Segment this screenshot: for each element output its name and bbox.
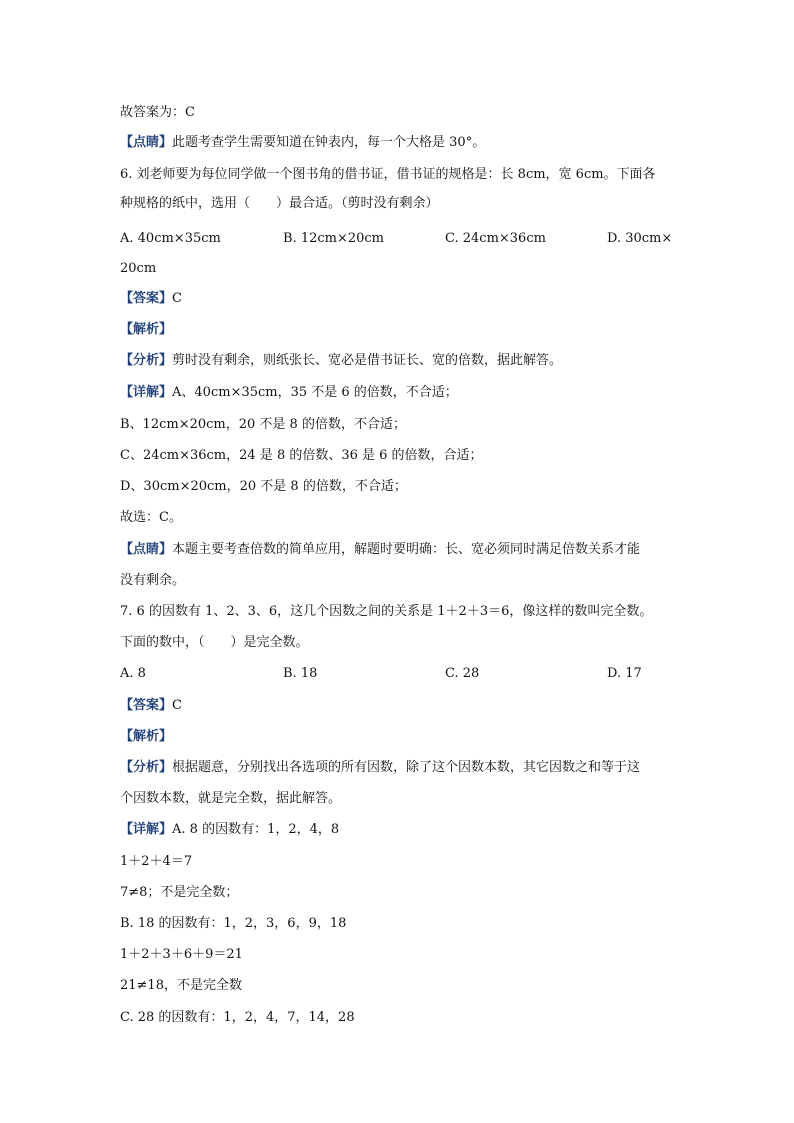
question-6-fenxi: 【分析】剪时没有剩余，则纸张长、宽必是借书证长、宽的倍数，据此解答。 xyxy=(120,353,563,368)
question-6-detail-1: 【详解】A、40cm×35cm，35 不是 6 的倍数，不合适； xyxy=(120,385,458,400)
option-a: A. 40cm×35cm xyxy=(120,231,221,246)
question-6-option-continuation: 20cm xyxy=(120,261,157,276)
option-b: B. 18 xyxy=(283,666,318,681)
option-d: D. 17 xyxy=(607,666,642,681)
question-7-stem-line-2: 下面的数中，（ ）是完全数。 xyxy=(120,635,309,650)
question-7-detail-5: 1＋2＋3＋6＋9＝21 xyxy=(120,947,243,962)
question-6-dianjing-2: 没有剩余。 xyxy=(120,573,186,588)
question-7-answer: 【答案】C xyxy=(120,698,182,713)
answer-line: 故答案为：C xyxy=(120,105,195,120)
question-7-detail-2: 1＋2＋4＝7 xyxy=(120,854,193,869)
question-6-detail-4: D、30cm×20cm，20 不是 8 的倍数，不合适； xyxy=(120,479,407,494)
option-d: D. 30cm× xyxy=(607,231,673,246)
question-7-detail-6: 21≠18，不是完全数 xyxy=(120,978,242,993)
option-b: B. 12cm×20cm xyxy=(283,231,385,246)
question-6-stem-line-1: 6. 刘老师要为每位同学做一个图书角的借书证，借书证的规格是：长 8cm，宽 6cm。下面各 xyxy=(120,167,656,182)
question-6-detail-5: 故选：C。 xyxy=(120,510,182,525)
question-6-detail-3: C、24cm×36cm，24 是 8 的倍数、36 是 6 的倍数，合适； xyxy=(120,448,483,463)
question-7-detail-1: 【详解】A. 8 的因数有：1，2，4，8 xyxy=(120,822,340,837)
option-a: A. 8 xyxy=(120,666,146,681)
option-c: C. 24cm×36cm xyxy=(445,231,546,246)
dianjing-line: 【点睛】此题考查学生需要知道在钟表内，每一个大格是 30°。 xyxy=(120,135,486,150)
question-7-fenxi-1: 【分析】根据题意，分别找出各选项的所有因数，除了这个因数本数，其它因数之和等于这 xyxy=(120,760,641,775)
dianjing-tag: 【点睛】 xyxy=(120,135,173,150)
question-7-analysis-heading: 【解析】 xyxy=(120,729,173,744)
question-6-analysis-heading: 【解析】 xyxy=(120,322,173,337)
question-6-dianjing-1: 【点睛】本题主要考查倍数的简单应用，解题时要明确：长、宽必须同时满足倍数关系才能 xyxy=(120,542,641,557)
question-7-detail-4: B. 18 的因数有：1，2，3，6，9，18 xyxy=(120,916,347,931)
question-7-stem-line-1: 7. 6 的因数有 1、2、3、6，这几个因数之间的关系是 1＋2＋3＝6，像这样的数叫完全数。 xyxy=(120,604,653,619)
question-7-detail-3: 7≠8；不是完全数； xyxy=(120,885,239,900)
question-6-detail-2: B、12cm×20cm，20 不是 8 的倍数，不合适； xyxy=(120,417,406,432)
option-c: C. 28 xyxy=(445,666,480,681)
question-6-answer: 【答案】C xyxy=(120,291,182,306)
question-6-stem-line-2: 种规格的纸中，选用（ ）最合适。（剪时没有剩余） xyxy=(120,196,439,211)
question-7-detail-7: C. 28 的因数有：1，2，4，7，14，28 xyxy=(120,1010,355,1025)
question-7-fenxi-2: 个因数本数，就是完全数，据此解答。 xyxy=(120,791,342,806)
